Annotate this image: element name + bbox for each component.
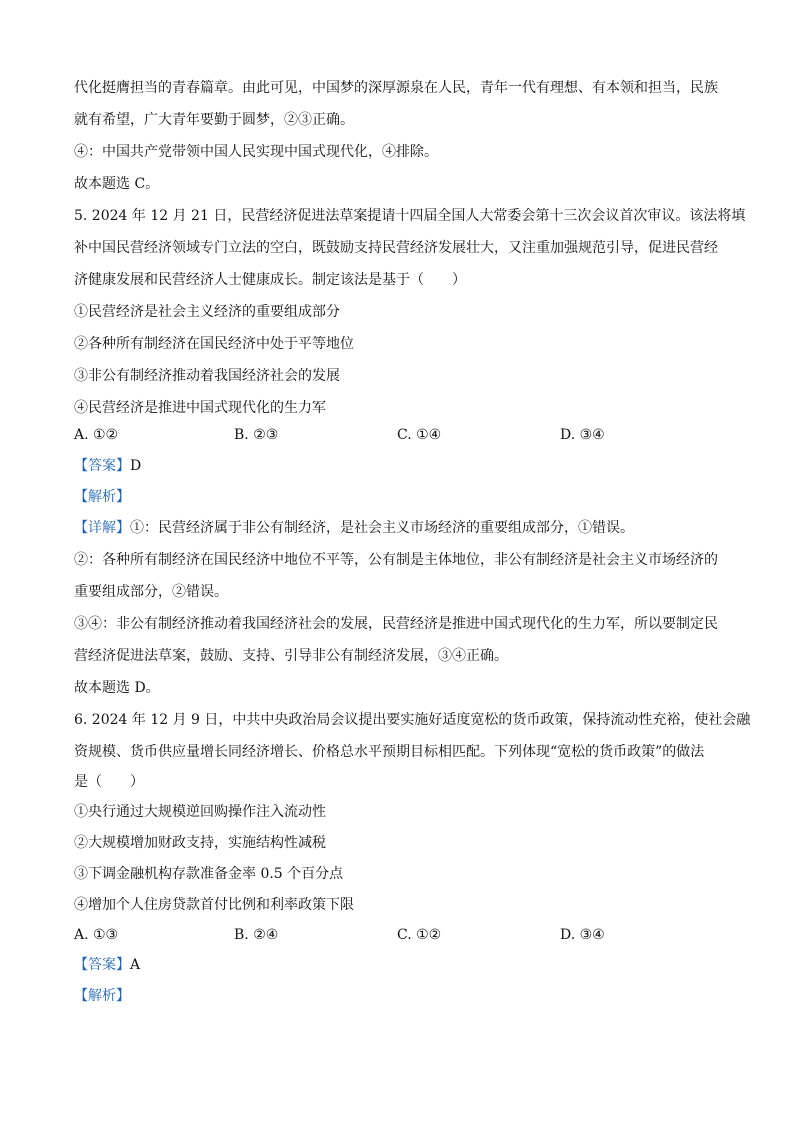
q5-answer-value: D [130, 458, 142, 474]
q6-statement-3: ③下调金融机构存款准备金率 0.5 个百分点 [74, 866, 344, 882]
q5-detail-tag: 【详解】 [74, 520, 130, 536]
q5-option-d: D. ③④ [560, 427, 605, 443]
q5-detail-line-1 [74, 518, 734, 538]
q5-statement-1: ①民营经济是社会主义经济的重要组成部分 [74, 304, 340, 320]
q5-detail-line-4: ③④：非公有制经济推动着我国经济社会的发展，民营经济是推进中国式现代化的生力军，所以要制定民 [74, 616, 718, 632]
q5-stem-line-3: 济健康发展和民营经济人士健康成长。制定该法是基于（ ） [74, 272, 466, 288]
q5-statement-2: ②各种所有制经济在国民经济中处于平等地位 [74, 336, 354, 352]
q5-options [74, 425, 734, 445]
q6-stem-line-2: 资规模、货币供应量增长同经济增长、价格总水平预期目标相匹配。下列体现“宽松的货币政策”的做法 [74, 744, 705, 760]
q6-analysis-tag: 【解析】 [74, 988, 130, 1004]
q6-options [74, 925, 734, 945]
q5-stem-line-2: 补中国民营经济领域专门立法的空白，既鼓励支持民营经济发展壮大，又注重加强规范引导，促进民营经 [74, 240, 718, 256]
intro-line-3: ④：中国共产党带领中国人民实现中国式现代化，④排除。 [74, 144, 438, 160]
q5-detail-line-3: 重要组成部分，②错误。 [74, 584, 228, 600]
q5-statement-3: ③非公有制经济推动着我国经济社会的发展 [74, 368, 340, 384]
q5-answer [74, 456, 734, 476]
q6-answer-value: A [130, 957, 141, 973]
q6-statement-2: ②大规模增加财政支持，实施结构性减税 [74, 835, 326, 851]
q5-analysis-tag: 【解析】 [74, 489, 130, 505]
q6-option-c: C. ①② [397, 927, 442, 943]
q5-option-a: A. ①② [74, 427, 119, 443]
q6-option-d: D. ③④ [560, 927, 605, 943]
q5-stem-line-1: 5. 2024 年 12 月 21 日，民营经济促进法草案提请十四届全国人大常委会第十三次会议首次审议。该法将填 [74, 208, 746, 224]
q5-answer-tag: 【答案】 [74, 458, 130, 474]
intro-line-2: 就有希望，广大青年要勤于圆梦，②③正确。 [74, 112, 354, 128]
q5-statement-4: ④民营经济是推进中国式现代化的生力军 [74, 400, 326, 416]
q6-option-a: A. ①③ [74, 927, 119, 943]
q5-conclusion: 故本题选 D。 [74, 680, 160, 696]
q5-option-c: C. ①④ [397, 427, 442, 443]
intro-line-1: 代化挺膺担当的青春篇章。由此可见，中国梦的深厚源泉在人民，青年一代有理想、有本领和担当，民族 [74, 80, 718, 96]
q6-statement-1: ①央行通过大规模逆回购操作注入流动性 [74, 804, 326, 820]
q6-statement-4: ④增加个人住房贷款首付比例和利率政策下限 [74, 897, 354, 913]
q6-answer-tag: 【答案】 [74, 957, 130, 973]
q5-detail-text-1: ①：民营经济属于非公有制经济，是社会主义市场经济的重要组成部分，①错误。 [130, 520, 634, 536]
intro-conclusion: 故本题选 C。 [74, 176, 160, 192]
q5-option-b: B. ②③ [234, 427, 279, 443]
q5-detail-line-2: ②：各种所有制经济在国民经济中地位不平等，公有制是主体地位，非公有制经济是社会主义市场经济的 [74, 552, 718, 568]
q6-option-b: B. ②④ [234, 927, 279, 943]
q6-stem-line-3: 是（ ） [74, 774, 144, 790]
q5-detail-line-5: 营经济促进法草案，鼓励、支持、引导非公有制经济发展，③④正确。 [74, 648, 508, 664]
q6-stem-line-1: 6. 2024 年 12 月 9 日，中共中央政治局会议提出要实施好适度宽松的货币政策，保持流动性充裕，使社会融 [74, 712, 751, 728]
q6-answer [74, 955, 734, 975]
